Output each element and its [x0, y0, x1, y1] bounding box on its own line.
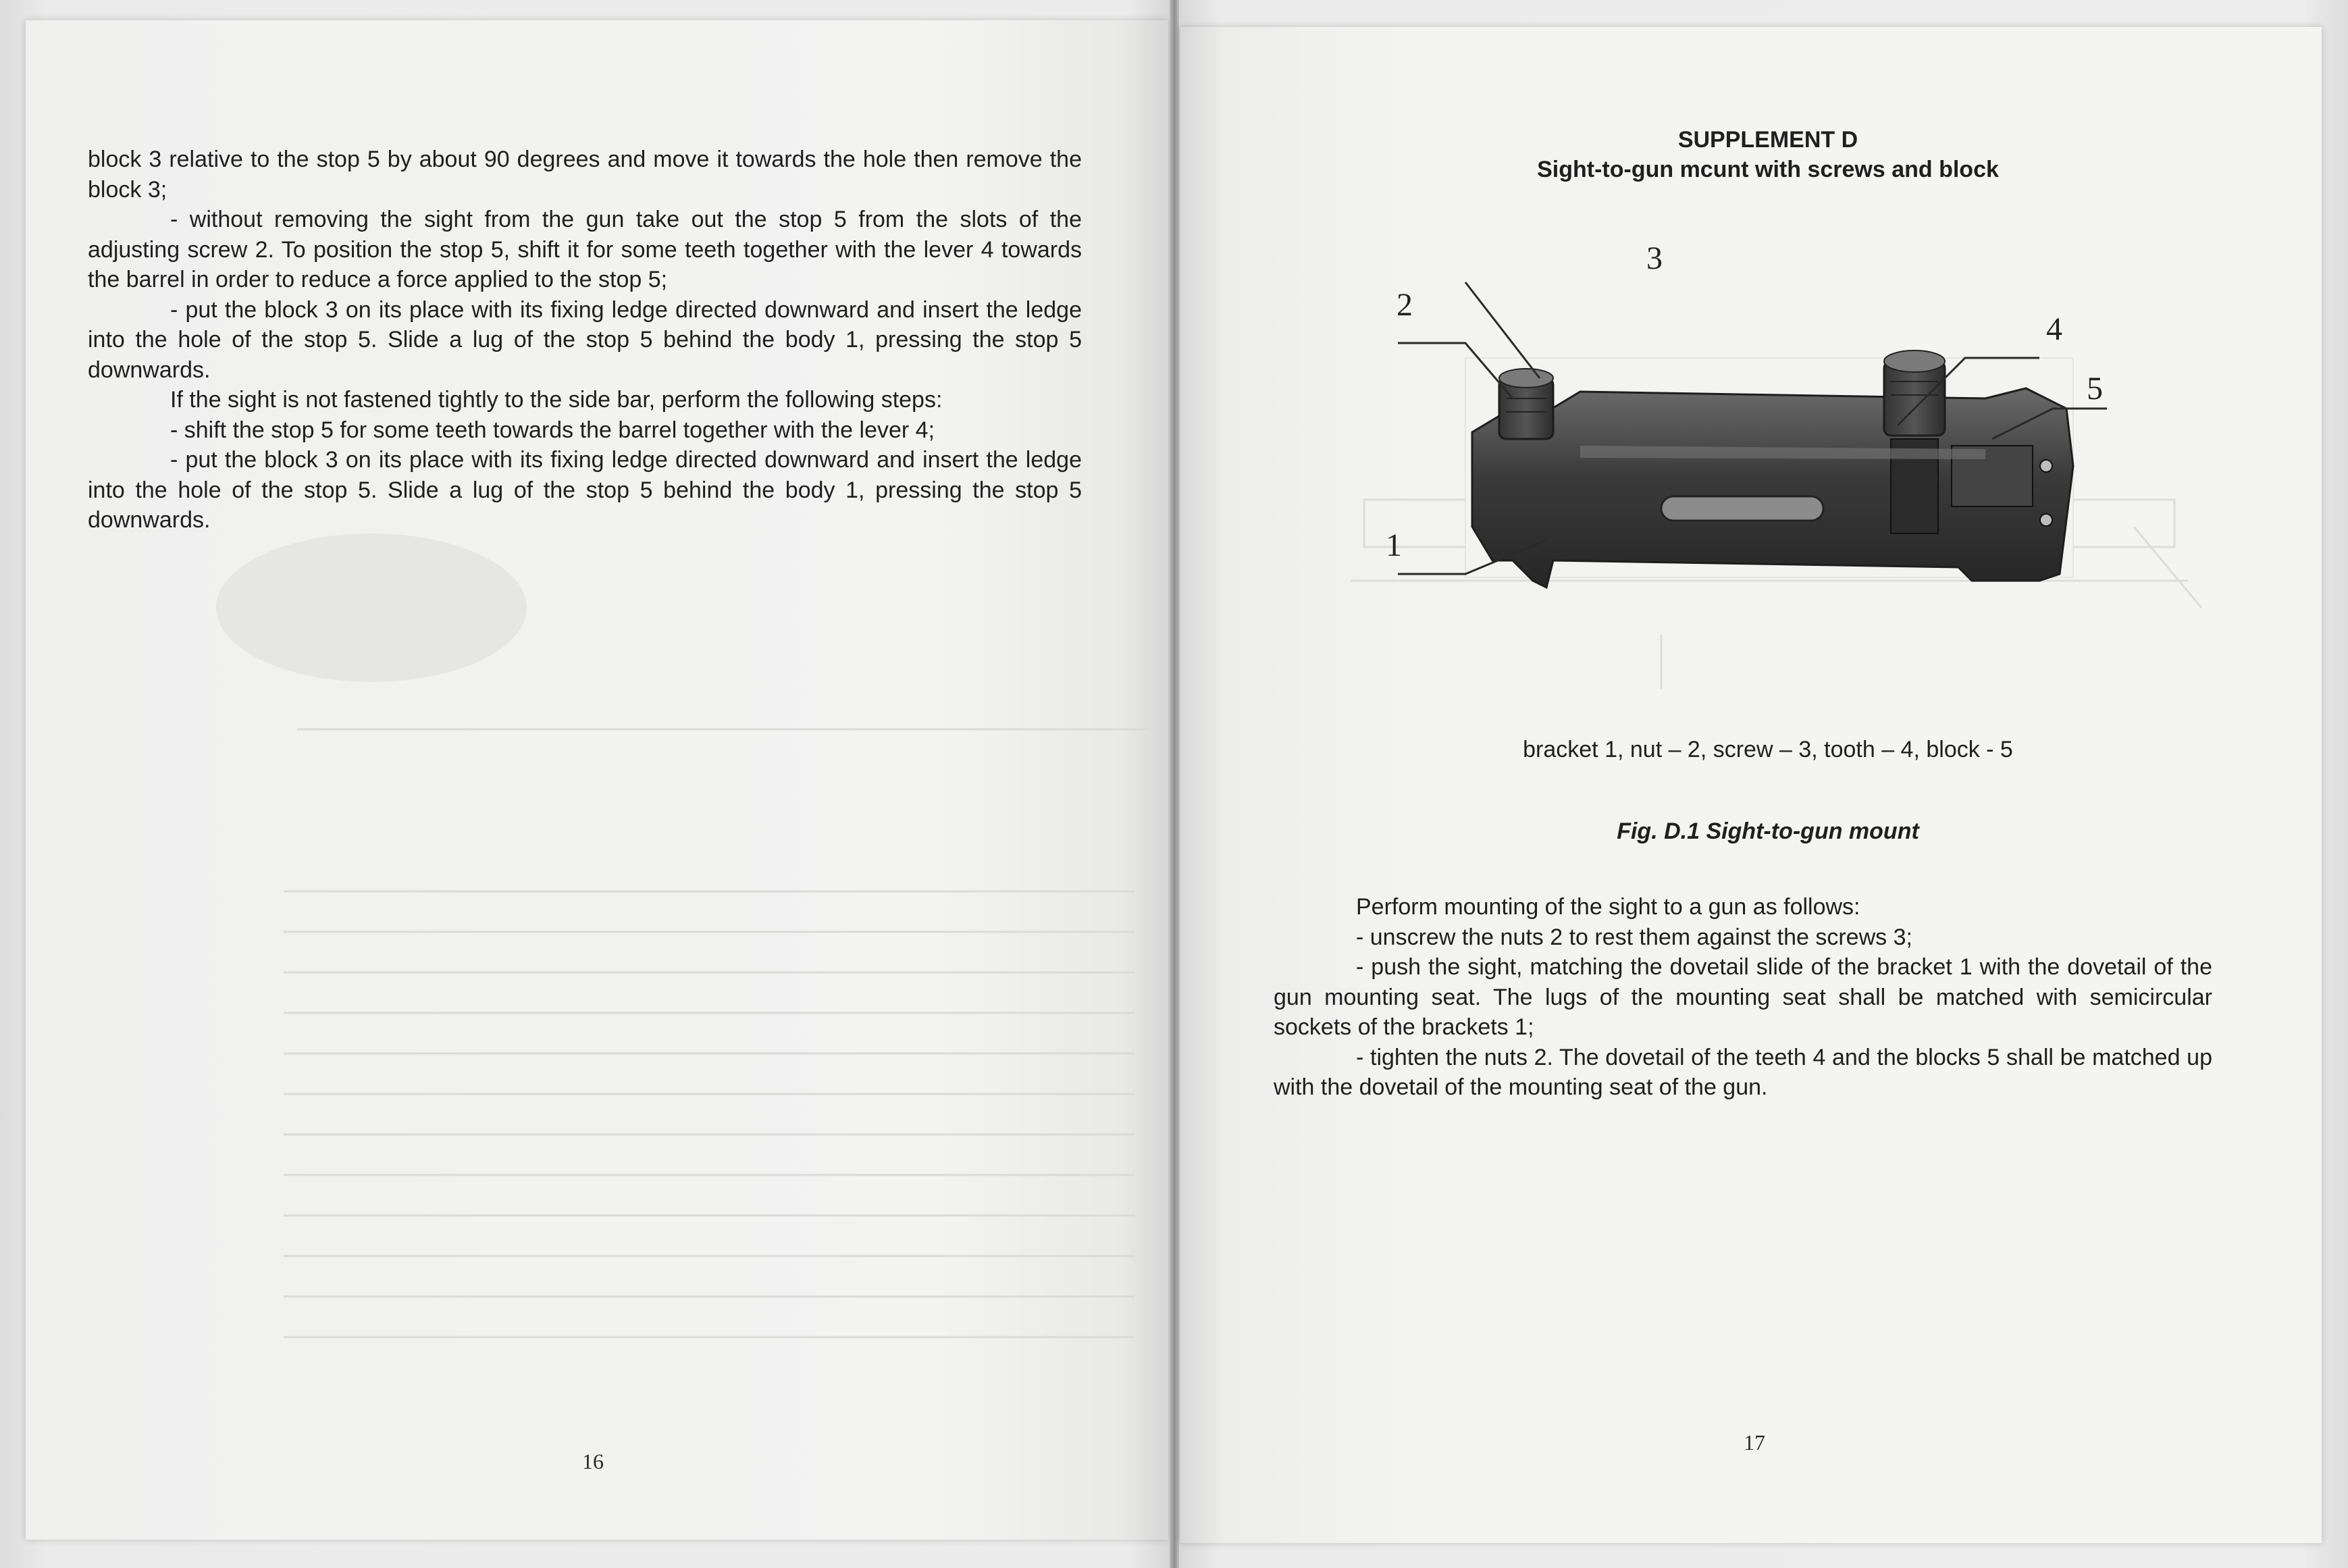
left-paragraph-1: block 3 relative to the stop 5 by about 90 degrees and move it towards the hole then remove the block 3; — [88, 147, 1082, 203]
left-paragraph-3: - put the block 3 on its place with its fixing ledge directed downward and insert the ledge into the hole of the stop 5. Slide a lug of the stop 5 behind the body 1, pressing the stop 5 downwards. — [88, 296, 1082, 383]
sight-mount-figure — [1378, 243, 2134, 594]
callout-label-3: 3 — [1646, 240, 1663, 276]
parts-legend: bracket 1, nut – 2, screw – 3, tooth – 4, block - 5 — [1523, 737, 2013, 762]
callout-label-1: 1 — [1386, 527, 1402, 563]
right-page-number: 17 — [1744, 1430, 1765, 1455]
left-paragraph-4: If the sight is not fastened tightly to the side bar, perform the following steps: — [170, 387, 943, 413]
supplement-title: SUPPLEMENT D — [1677, 127, 1858, 153]
left-page-number: 16 — [582, 1449, 604, 1473]
left-paragraph-5: - shift the stop 5 for some teeth towards the barrel together with the lever 4; — [170, 417, 935, 443]
left-page-text — [88, 145, 1082, 535]
book-gutter — [1170, 0, 1179, 1568]
callout-label-5: 5 — [2087, 371, 2103, 407]
figure-caption: Fig. D.1 Sight-to-gun mount — [1617, 818, 1919, 844]
right-paragraph-1: Perform mounting of the sight to a gun as follows: — [1356, 894, 1860, 920]
right-paragraph-2: - unscrew the nuts 2 to rest them against the screws 3; — [1356, 924, 1912, 950]
right-page-text — [1274, 892, 2212, 1103]
right-paragraph-4: - tighten the nuts 2. The dovetail of the teeth 4 and the blocks 5 shall be matched up with the dovetail of the mounting seat of the gun. — [1274, 1044, 2212, 1100]
right-paragraph-3: - push the sight, matching the dovetail slide of the bracket 1 with the dovetail of the gun mounting seat. The lugs of the mounting seat shall be matched with semicircular sockets of the brackets 1; — [1274, 954, 2212, 1040]
callout-label-2: 2 — [1397, 287, 1413, 323]
left-paragraph-6: - put the block 3 on its place with its fixing ledge directed downward and insert the ledge into the hole of the stop 5. Slide a lug of the stop 5 behind the body 1, pressing the stop 5 downwards. — [88, 447, 1082, 533]
callout-label-4: 4 — [2046, 311, 2062, 347]
left-paragraph-2: - without removing the sight from the gun take out the stop 5 from the slots of the adjusting screw 2. To position the stop 5, shift it for some teeth together with the lever 4 towards the barrel in order to reduce a force applied to the stop 5; — [88, 207, 1082, 292]
supplement-subtitle: Sight-to-gun mcunt with screws and block — [1537, 157, 1999, 182]
show-through-shadow — [203, 527, 1148, 1405]
